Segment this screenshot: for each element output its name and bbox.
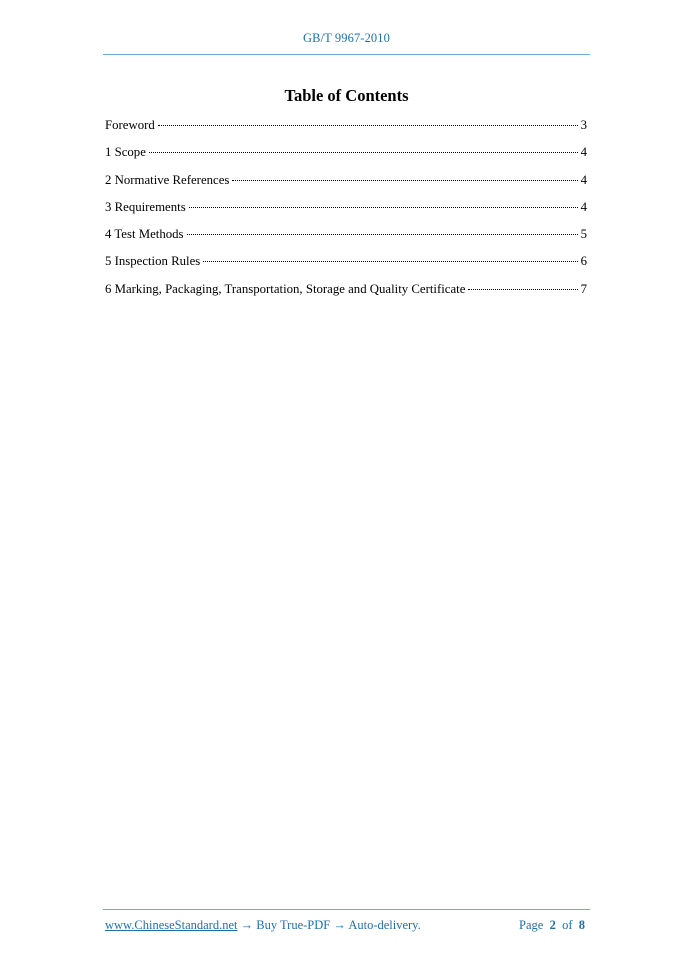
arrow-right-icon: →	[333, 918, 346, 932]
current-page-number: 2	[549, 918, 556, 932]
arrow-right-icon: →	[240, 918, 254, 932]
toc-entry-page: 6	[580, 254, 587, 269]
toc-entry-page: 4	[580, 172, 587, 187]
toc-entry-label: 5 Inspection Rules	[105, 254, 201, 269]
toc-entry-label: Foreword	[105, 118, 155, 132]
website-link[interactable]: www.ChineseStandard.net	[105, 918, 238, 932]
toc-entry-page: 4	[580, 145, 587, 160]
auto-delivery-text: Auto-delivery.	[348, 918, 421, 932]
toc-entry-marking-packaging[interactable]	[105, 282, 587, 309]
toc-leader-dots	[203, 261, 577, 262]
toc-list	[105, 118, 587, 309]
document-header-title: GB/T 9967-2010	[303, 31, 390, 45]
toc-entry-label: 6 Marking, Packaging, Transportation, Storage and Quality Certificate	[105, 281, 466, 296]
buy-pdf-text: Buy True-PDF	[256, 918, 331, 932]
footer-promo	[105, 918, 421, 933]
footer-divider	[103, 909, 590, 910]
page-word: Page	[519, 918, 544, 932]
toc-entry-page: 4	[580, 199, 587, 214]
toc-entry-page: 3	[580, 118, 587, 132]
toc-leader-dots	[189, 207, 578, 208]
toc-leader-dots	[149, 152, 578, 153]
toc-entry-label: 3 Requirements	[105, 199, 186, 214]
toc-entry-test-methods[interactable]	[105, 227, 587, 254]
toc-entry-foreword[interactable]	[105, 118, 587, 145]
total-pages-number: 8	[578, 918, 585, 932]
header-divider	[103, 54, 590, 55]
toc-entry-label: 1 Scope	[105, 145, 146, 160]
toc-leader-dots	[232, 180, 577, 181]
toc-entry-label: 2 Normative References	[105, 172, 230, 187]
toc-entry-label: 4 Test Methods	[105, 227, 184, 242]
toc-entry-requirements[interactable]	[105, 200, 587, 227]
toc-leader-dots	[158, 125, 578, 126]
page-number-indicator	[519, 918, 585, 933]
toc-entry-normative-references[interactable]	[105, 173, 587, 200]
toc-leader-dots	[468, 289, 577, 290]
of-word: of	[562, 918, 573, 932]
toc-entry-scope[interactable]	[105, 145, 587, 172]
toc-entry-inspection-rules[interactable]	[105, 254, 587, 281]
toc-entry-page: 7	[580, 281, 587, 296]
toc-entry-page: 5	[580, 227, 587, 242]
toc-title: Table of Contents	[284, 86, 409, 105]
toc-leader-dots	[187, 234, 578, 235]
